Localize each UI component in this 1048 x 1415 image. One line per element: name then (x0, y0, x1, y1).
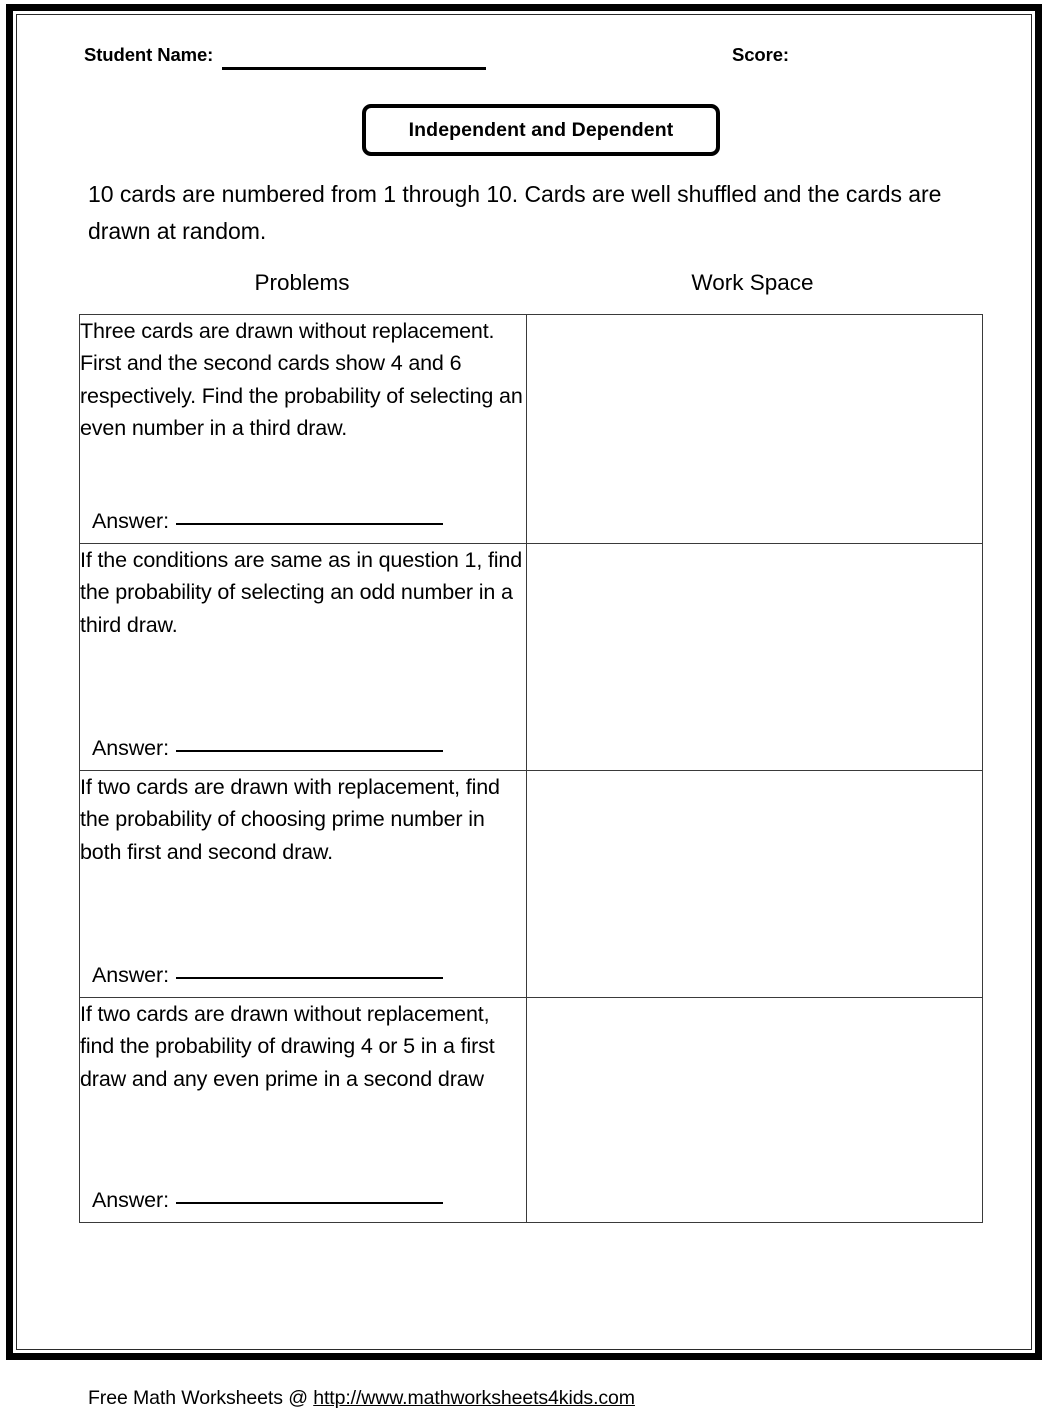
problem-statement: If two cards are drawn without replacement, find the probability of drawing 4 or 5 in a first draw and any even prime in a second draw (80, 1002, 495, 1091)
problems-table (79, 314, 983, 1223)
answer-row (92, 509, 443, 534)
worksheet-title-box (362, 104, 720, 156)
student-name-label: Student Name: (84, 44, 214, 65)
answer-label: Answer: (92, 963, 169, 987)
identification-row (0, 44, 1048, 76)
column-heading-problems: Problems (254, 270, 350, 295)
footer-label: Free Math Worksheets @ (88, 1387, 314, 1409)
work-space-cell[interactable] (527, 544, 983, 771)
student-name-input-line[interactable] (222, 67, 486, 70)
answer-input-line[interactable] (176, 976, 443, 979)
work-space-cell[interactable] (527, 315, 983, 544)
problem-cell (80, 998, 527, 1223)
table-row (80, 771, 983, 998)
problem-statement: If the conditions are same as in question 1, find the probability of selecting an odd number in a third draw. (80, 548, 523, 637)
worksheet-title: Independent and Dependent (408, 118, 674, 141)
table-row (80, 315, 983, 544)
answer-label: Answer: (92, 1188, 169, 1212)
problem-cell (80, 544, 527, 771)
problem-statement: If two cards are drawn with replacement, find the probability of choosing prime number in both first and second draw. (80, 775, 500, 864)
score-label: Score: (732, 44, 789, 65)
table-column-headings (79, 270, 980, 304)
answer-input-line[interactable] (176, 522, 443, 525)
problem-cell (80, 771, 527, 998)
work-space-cell[interactable] (527, 771, 983, 998)
work-space-cell[interactable] (527, 998, 983, 1223)
answer-label: Answer: (92, 736, 169, 760)
column-heading-work-space: Work Space (691, 270, 814, 295)
answer-label: Answer: (92, 509, 169, 533)
answer-input-line[interactable] (176, 1201, 443, 1204)
problem-statement: Three cards are drawn without replacement. First and the second cards show 4 and 6 respectively. Find the probability of selecting an even number in a third draw. (80, 319, 523, 441)
table-row (80, 998, 983, 1223)
problem-cell (80, 315, 527, 544)
footer (88, 1387, 635, 1410)
scenario-description: 10 cards are numbered from 1 through 10. Cards are well shuffled and the cards are drawn at random. (88, 181, 942, 244)
answer-input-line[interactable] (176, 749, 443, 752)
table-row (80, 544, 983, 771)
answer-row (92, 963, 443, 988)
footer-website-link[interactable]: http://www.mathworksheets4kids.com (313, 1387, 635, 1409)
answer-row (92, 1188, 443, 1213)
answer-row (92, 736, 443, 761)
